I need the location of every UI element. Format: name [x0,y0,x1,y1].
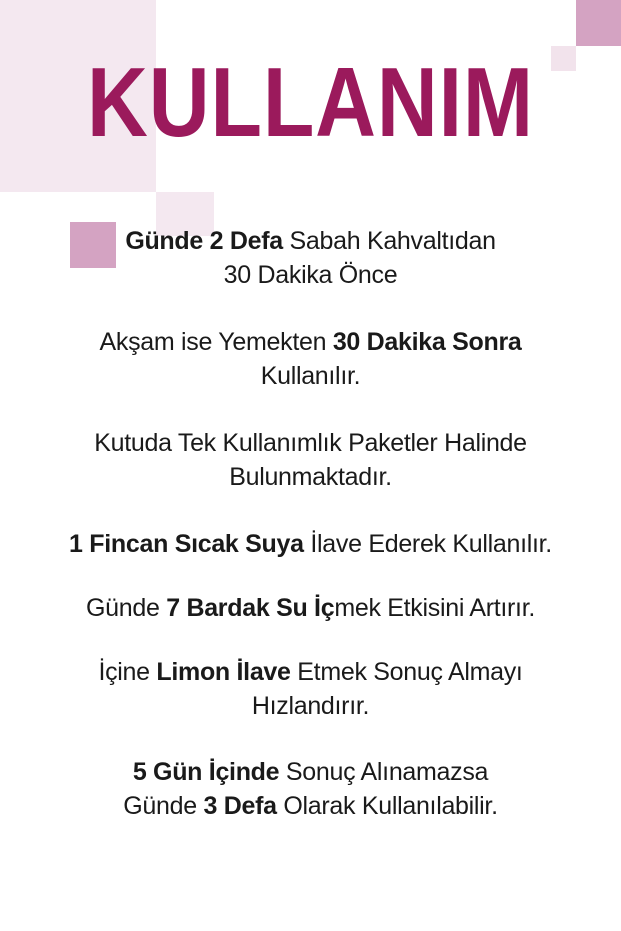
instruction-text: Bulunmaktadır. [229,463,392,491]
instruction-line [0,426,621,460]
instruction-text: Kutuda Tek Kullanımlık Paketler Halinde [94,429,527,457]
instruction-line [0,755,621,789]
instruction-text: Sonuç Alınamazsa [279,758,489,786]
instruction-text: Olarak Kullanılabilir. [276,792,498,820]
instruction-text: Etmek Sonuç Almayı [290,658,523,686]
instruction-paragraph-7 [0,755,621,823]
emphasis-text: 7 Bardak Su İç [166,594,335,622]
instruction-paragraph-4 [0,527,621,561]
instruction-line [0,359,621,393]
page-title: KULLANIM [87,47,534,157]
instruction-line [0,789,621,823]
instruction-text: Kullanılır. [260,362,361,390]
instruction-text: İçine [98,658,157,686]
instruction-text: Hızlandırır. [251,692,370,720]
instruction-text: Günde [85,594,167,622]
instruction-line [0,689,621,723]
decorative-square-accent [70,222,116,268]
instruction-paragraph-6 [0,655,621,723]
instruction-text: 30 Dakika Önce [223,261,398,289]
instruction-paragraph-3 [0,426,621,494]
instruction-paragraph-5 [0,591,621,625]
emphasis-text: 3 Defa [203,792,277,820]
instruction-line [0,460,621,494]
usage-instructions [0,224,621,855]
instruction-paragraph-2 [0,325,621,393]
emphasis-text: Limon İlave [156,658,291,686]
instruction-line [0,527,621,561]
instruction-line [0,325,621,359]
instruction-text: Sabah Kahvaltıdan [282,227,496,255]
instruction-text: Akşam ise Yemekten [99,328,333,356]
emphasis-text: 1 Fincan Sıcak Suya [69,530,304,558]
decorative-square-top-right [576,0,621,46]
instruction-text: İlave Ederek Kullanılır. [303,530,552,558]
instruction-text: mek Etkisini Artırır. [334,594,535,622]
instruction-line [0,591,621,625]
instruction-line [0,655,621,689]
emphasis-text: 30 Dakika Sonra [332,328,522,356]
emphasis-text: Günde 2 Defa [125,227,283,255]
emphasis-text: 5 Gün İçinde [132,758,280,786]
instruction-text: Günde [123,792,204,820]
